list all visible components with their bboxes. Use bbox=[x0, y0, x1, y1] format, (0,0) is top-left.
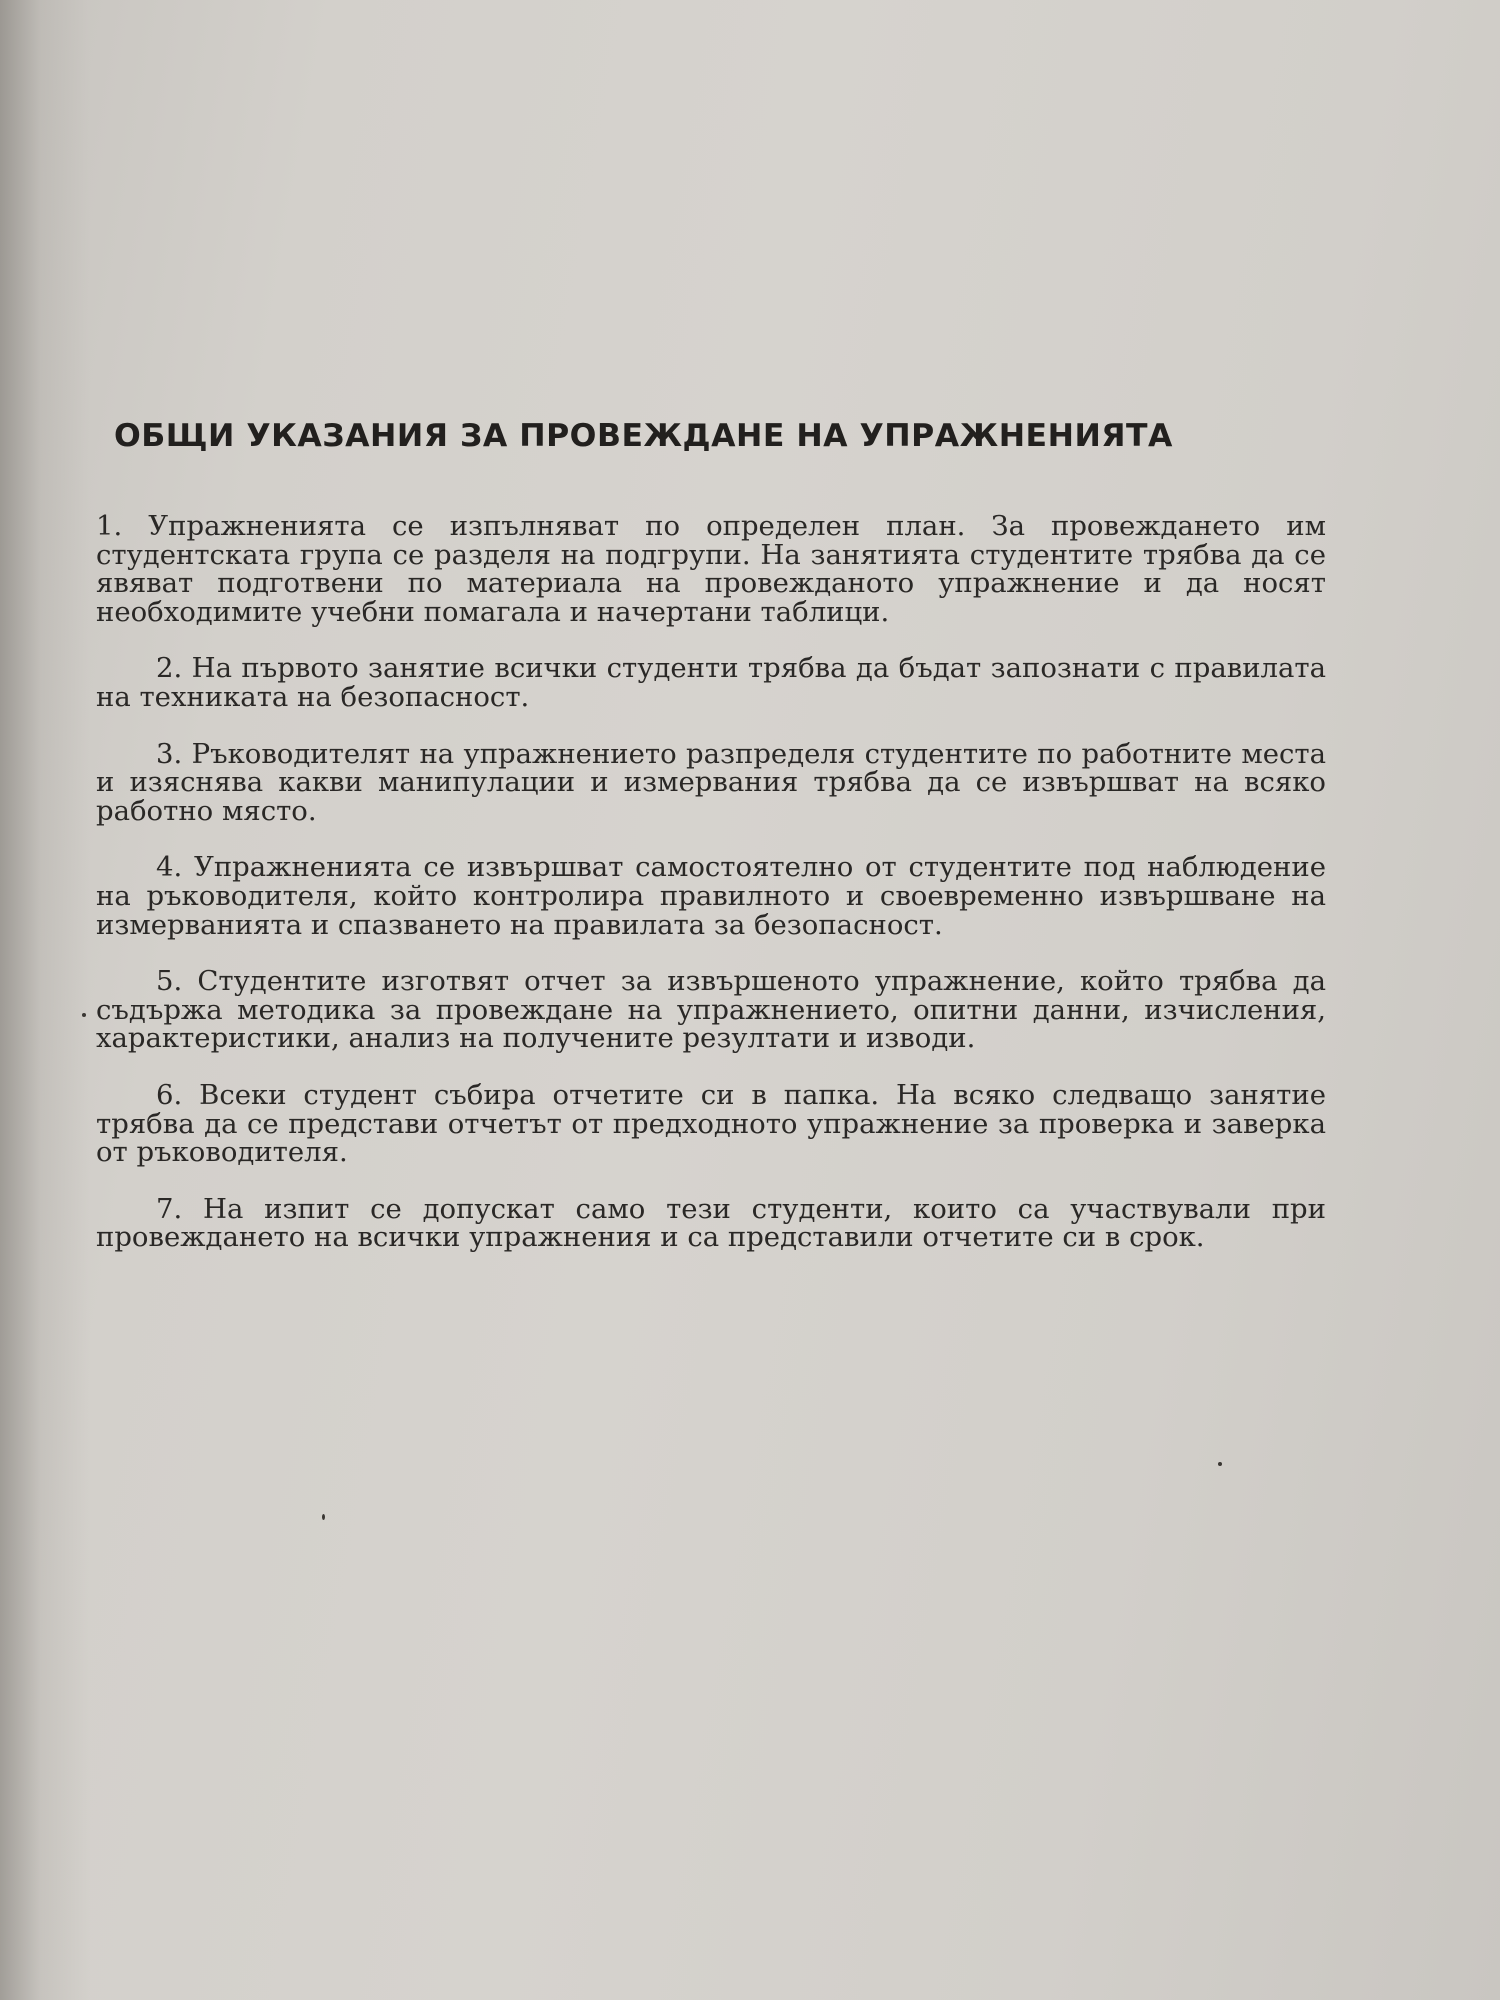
page-title: ОБЩИ УКАЗАНИЯ ЗА ПРОВЕЖДАНЕ НА УПРАЖНЕНИЯТА bbox=[114, 418, 1173, 454]
paragraph-1: 1. Упражненията се изпълняват по определен план. За провеждането им студентската група се разделя на подгрупи. На занятията студентите трябва да се явяват подготвени по материала на провежданото упражнение и да носят необходимите учебни помагала и начертани таблици. bbox=[96, 510, 1326, 628]
paper-speck bbox=[322, 1514, 325, 1520]
paragraph-2: 2. На първото занятие всички студенти трябва да бъдат запознати с правилата на техниката на безопасност. bbox=[96, 652, 1326, 713]
paragraph-4: 4. Упражненията се извършват самостоятелно от студентите под наблюдение на ръководителя, който контролира правилното и своевременно извършване на измерванията и спазването на правилата за безопасност. bbox=[96, 851, 1326, 941]
paragraph-5: 5. Студентите изготвят отчет за извършеното упражнение, който трябва да съдържа методика за провеждане на упражнението, опитни данни, изчисления, характеристики, анализ на получените резултати и изводи. bbox=[96, 965, 1326, 1055]
paper-speck bbox=[1218, 1462, 1222, 1466]
paper-speck bbox=[82, 1013, 86, 1017]
paragraph-7: 7. На изпит се допускат само тези студенти, които са участвували при провеждането на всички упражнения и са представили отчетите си в срок. bbox=[96, 1192, 1326, 1254]
paragraph-3: 3. Ръководителят на упражнението разпределя студентите по работните места и изяснява какви манипулации и измервания трябва да се извършват на всяко работно място. bbox=[96, 737, 1326, 827]
binding-shadow bbox=[0, 0, 90, 2000]
paragraph-6: 6. Всеки студент събира отчетите си в папка. На всяко следващо занятие трябва да се представи отчетът от предходното упражнение за проверка и заверка от ръководителя. bbox=[96, 1078, 1326, 1169]
text-block bbox=[96, 418, 1326, 1280]
